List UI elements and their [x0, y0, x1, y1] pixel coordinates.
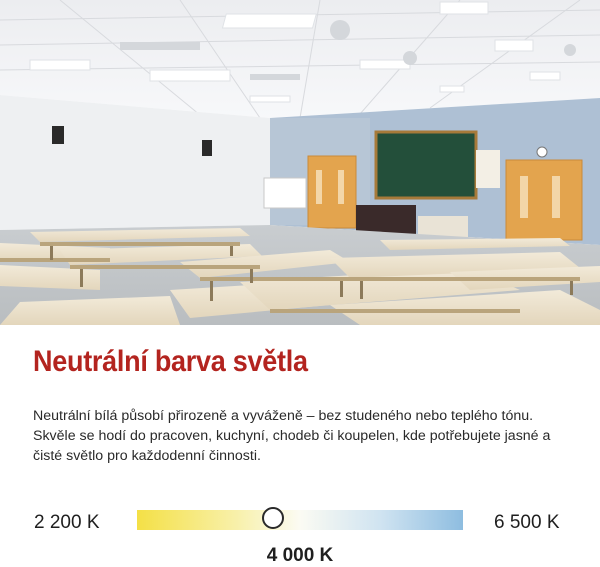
- min-temperature-label: 2 200 K: [34, 512, 100, 533]
- max-temperature-label: 6 500 K: [494, 512, 560, 533]
- current-temperature-label: 4 000 K: [266, 545, 334, 566]
- color-temperature-gradient: [137, 510, 463, 530]
- description-text: Neutrální bílá působí přirozeně a vyváženě – bez studeného nebo teplého tónu. Skvěle se hodí do pracoven, kuchyní, chodeb či koupelen, kde potřebujete jasné a čisté světlo pro každodenní činnosti.: [33, 408, 551, 464]
- section-heading: Neutrální barva světla: [33, 345, 308, 378]
